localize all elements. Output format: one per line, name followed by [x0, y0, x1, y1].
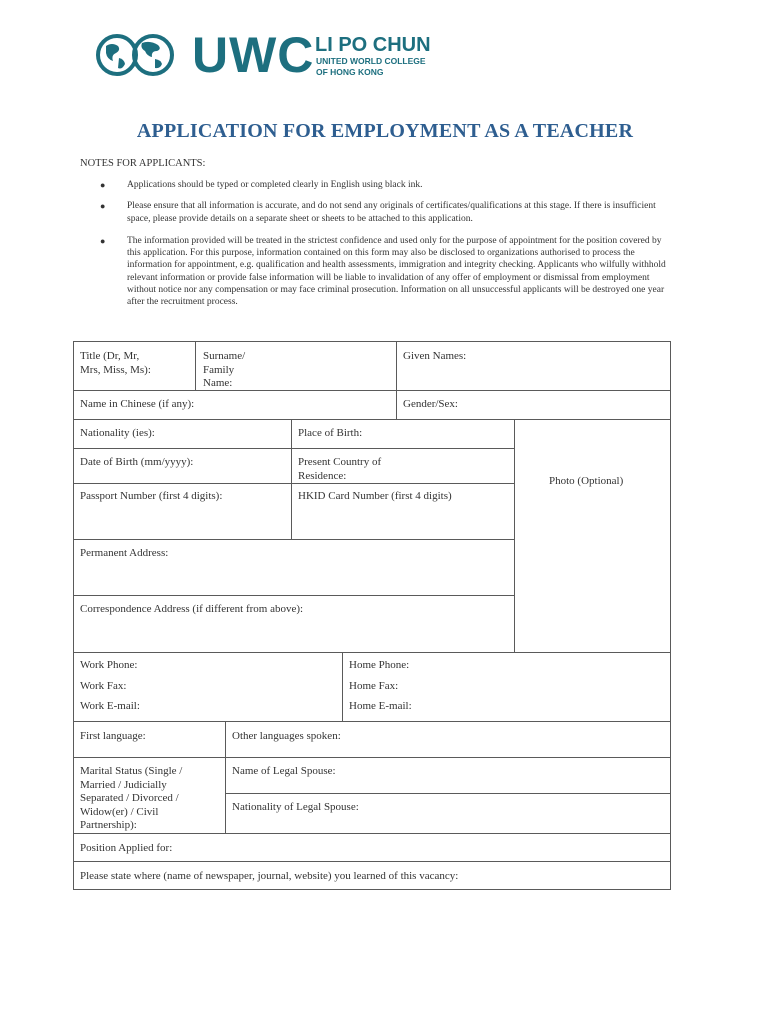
note-text: Please ensure that all information is accurate, and do not send any originals of certificates/qualifications at this stage. If there is insufficient space, please provide details on a separate sheet or sheets to be attached to this application.: [127, 201, 656, 224]
surname-label: Surname/ Family Name:: [203, 350, 246, 389]
home-email-label: Home E-mail:: [349, 700, 412, 712]
note-text: The information provided will be treated in the strictest confidence and used only for the purpose of appointment for the position covered by this application. For this purpose, information contained on this form may also be disclosed to organizations authorised to process the information for appointment, e.g. qualification and health assessments, immigration and integrity checking. Applicants who wilfully withhold relevant information or provide false information will be liable to invalidation of any offer of employment or dismissal from employment without notice nor any compensation or may face criminal prosecution. Information on all unsuccessful applicants will be destroyed one year after the recruitment process.: [127, 235, 666, 308]
given-names-field[interactable]: [396, 341, 671, 391]
note-item: [100, 200, 670, 225]
nationality-label: Nationality (ies):: [80, 427, 155, 439]
vacancy-source-label: Please state where (name of newspaper, journal, website) you learned of this vacancy:: [80, 870, 459, 882]
photo-label: Photo (Optional): [549, 475, 624, 487]
hkid-label: HKID Card Number (first 4 digits): [298, 490, 452, 502]
chinese-name-label: Name in Chinese (if any):: [80, 398, 195, 410]
logo-school-name: LI PO CHUN: [315, 34, 431, 56]
photo-box[interactable]: [514, 419, 671, 653]
first-language-label: First language:: [80, 730, 146, 742]
bullet-icon: ●: [100, 201, 106, 212]
passport-label: Passport Number (first 4 digits):: [80, 490, 223, 502]
title-label: Title (Dr, Mr, Mrs, Miss, Ms):: [80, 350, 151, 376]
note-item: [100, 235, 670, 309]
spouse-nationality-label: Nationality of Legal Spouse:: [232, 801, 359, 813]
position-label: Position Applied for:: [80, 842, 173, 854]
logo-wordmark: UWC: [192, 27, 315, 83]
present-country-label: Present Country of Residence:: [298, 456, 382, 482]
work-fax-label: Work Fax:: [80, 680, 127, 692]
logo-line-2: OF HONG KONG: [316, 67, 384, 77]
marital-status-label: Marital Status (Single / Married / Judicially Separated / Divorced / Widow(er) / Civil Partnership):: [80, 765, 183, 831]
globe-icon: [92, 30, 192, 80]
work-email-label: Work E-mail:: [80, 700, 140, 712]
notes-list: [100, 179, 670, 318]
given-names-label: Given Names:: [403, 350, 467, 362]
place-of-birth-label: Place of Birth:: [298, 427, 363, 439]
permanent-address-label: Permanent Address:: [80, 547, 169, 559]
dob-label: Date of Birth (mm/yyyy):: [80, 456, 194, 468]
correspondence-address-label: Correspondence Address (if different from above):: [80, 603, 304, 615]
bullet-icon: ●: [100, 180, 106, 190]
note-text: Applications should be typed or completed clearly in English using black ink.: [127, 180, 423, 190]
page-title: APPLICATION FOR EMPLOYMENT AS A TEACHER: [136, 120, 634, 142]
note-item: [100, 179, 670, 191]
bullet-icon: ●: [100, 235, 106, 246]
school-logo: [92, 27, 437, 83]
gender-label: Gender/Sex:: [403, 398, 458, 410]
notes-heading: NOTES FOR APPLICANTS:: [80, 158, 206, 169]
other-languages-label: Other languages spoken:: [232, 730, 341, 742]
logo-line-1: UNITED WORLD COLLEGE: [316, 56, 426, 66]
spouse-name-label: Name of Legal Spouse:: [232, 765, 336, 777]
home-fax-label: Home Fax:: [349, 680, 399, 692]
work-phone-label: Work Phone:: [80, 659, 138, 671]
home-phone-label: Home Phone:: [349, 659, 410, 671]
